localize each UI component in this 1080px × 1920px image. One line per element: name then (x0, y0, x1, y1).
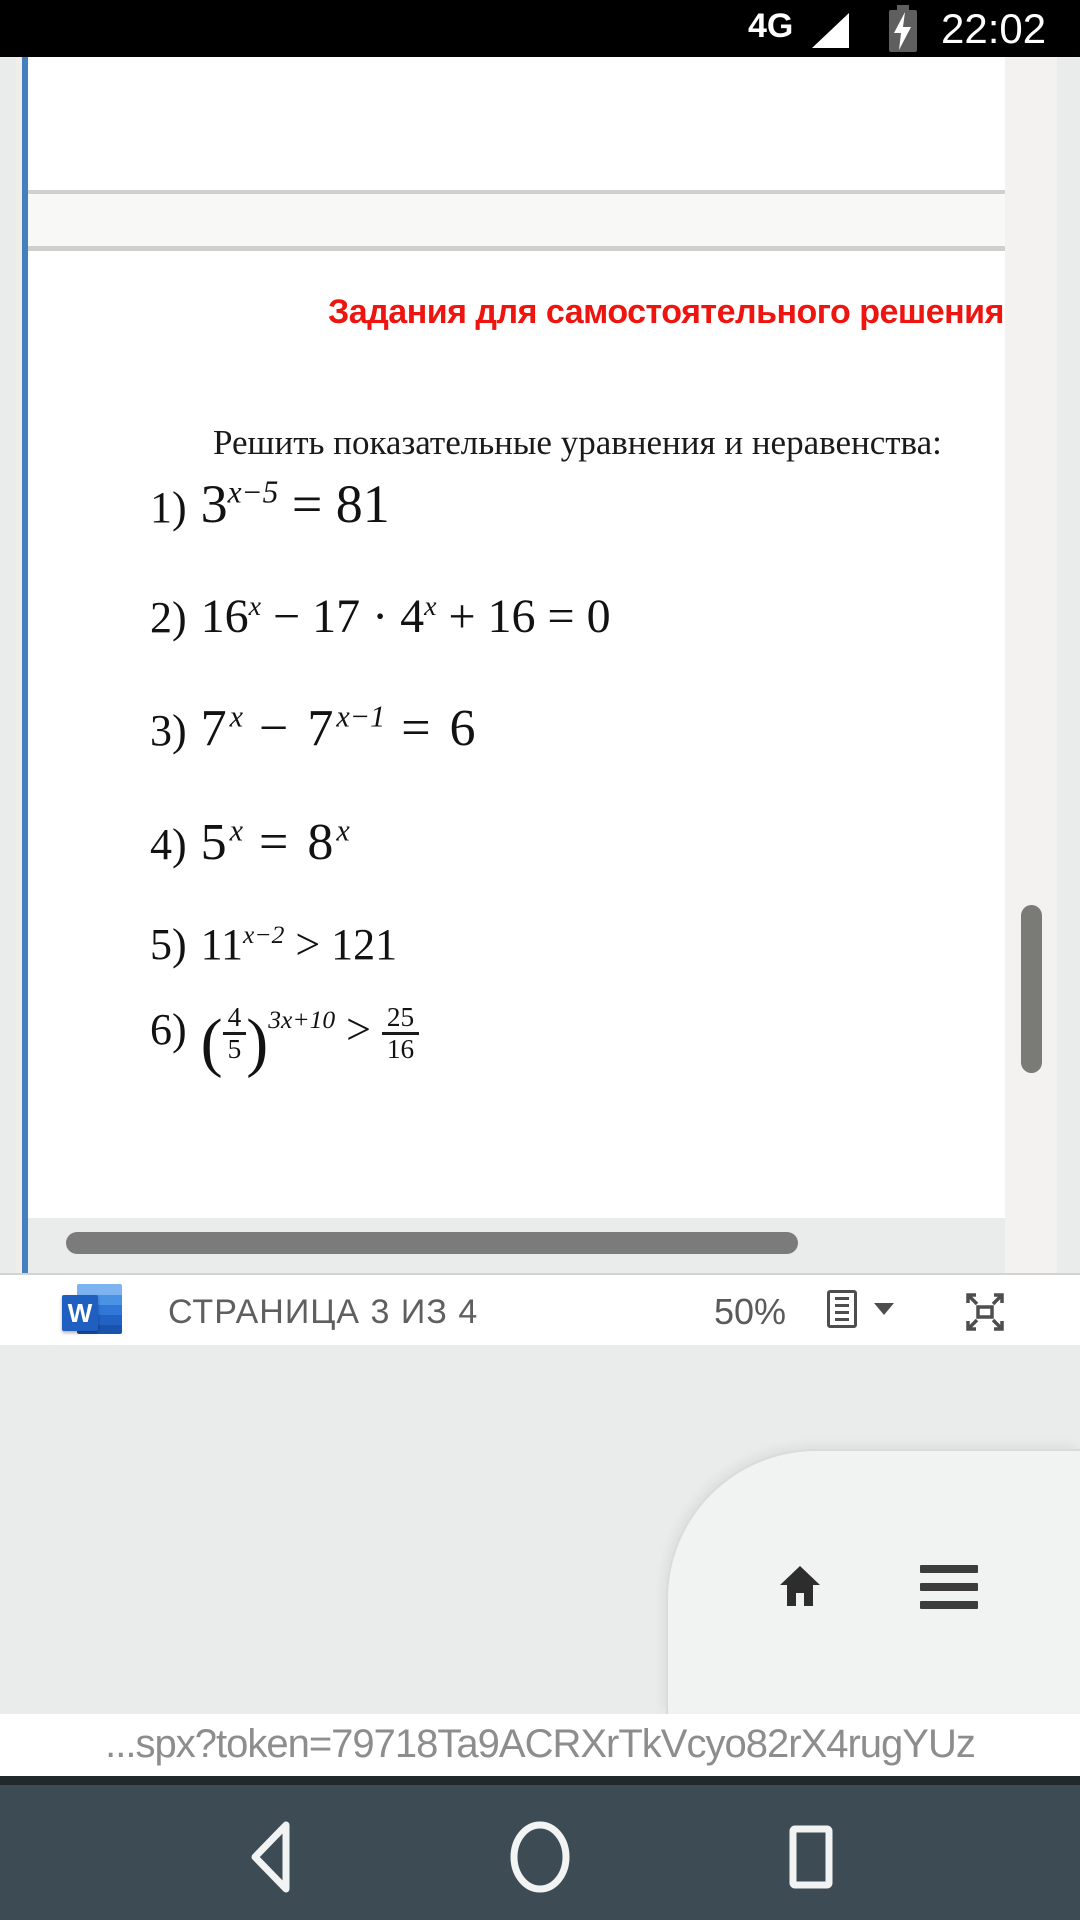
problem-number: 1) (150, 483, 187, 532)
problem-equation: $11^{x-2} > 121$ (200, 920, 398, 969)
page-separator-band (28, 194, 1005, 246)
problem-equation: $16^x - 17 \cdot 4^x + 16 = 0$ (200, 590, 611, 643)
problem-equation: $5^x = 8^x$ (200, 813, 350, 871)
menu-icon[interactable] (920, 1565, 978, 1609)
problem-row (150, 473, 390, 535)
word-toolbar (0, 1273, 1080, 1345)
problem-row (150, 1003, 419, 1081)
dropdown-caret-icon[interactable] (874, 1303, 894, 1315)
url-text: ...spx?token=79718Ta9ACRXrTkVcyo82rX4rugYUz (105, 1722, 975, 1766)
battery-charging-icon (889, 10, 917, 52)
problem-number: 2) (150, 593, 187, 642)
nav-bar-border (0, 1776, 1080, 1785)
home-icon[interactable] (775, 1563, 825, 1609)
problem-number: 6) (150, 1005, 187, 1055)
problem-equation: ( $\frac{4}{5}$ )$^{3x+10}$ > $\frac{25}{16}$ (201, 1005, 420, 1054)
page-view-icon[interactable] (827, 1290, 857, 1328)
home-circle-icon[interactable] (506, 1818, 574, 1896)
lightning-bolt-icon (892, 12, 914, 50)
problem-number: 3) (150, 706, 187, 755)
floating-nav-panel (666, 1449, 1080, 1715)
problem-row (150, 589, 611, 644)
problem-number: 5) (150, 920, 187, 969)
document-page (28, 251, 1005, 1218)
word-logo-letter: W (62, 1295, 98, 1331)
android-nav-bar (0, 1785, 1080, 1920)
fullscreen-icon[interactable] (962, 1289, 1008, 1335)
word-logo[interactable] (62, 1284, 124, 1338)
vertical-scrollbar-thumb[interactable] (1021, 905, 1042, 1073)
address-bar[interactable] (0, 1714, 1080, 1776)
document-title: Задания для самостоятельного решения (328, 293, 1004, 331)
signal-strength-icon (812, 13, 849, 48)
problem-equation: $7^x - 7^{x-1} = 6$ (200, 699, 479, 757)
document-subtitle: Решить показательные уравнения и неравенства: (213, 423, 942, 462)
recents-icon[interactable] (786, 1818, 836, 1896)
previous-page-bottom (28, 57, 1005, 190)
problem-number: 4) (150, 820, 187, 869)
network-type-label: 4G (748, 7, 794, 45)
problem-equation: $3^{x-5} = 81$ (200, 474, 390, 534)
horizontal-scrollbar-thumb[interactable] (66, 1232, 798, 1254)
problem-row (150, 699, 479, 758)
clock-label: 22:02 (941, 5, 1047, 52)
page-status-label: СТРАНИЦА 3 ИЗ 4 (168, 1293, 479, 1331)
zoom-level-label[interactable]: 50% (714, 1291, 787, 1332)
problem-row (150, 813, 350, 872)
back-icon[interactable] (246, 1818, 294, 1896)
vertical-scroll-track[interactable] (1005, 57, 1057, 1273)
problem-row (150, 919, 397, 970)
status-bar (0, 0, 1080, 57)
